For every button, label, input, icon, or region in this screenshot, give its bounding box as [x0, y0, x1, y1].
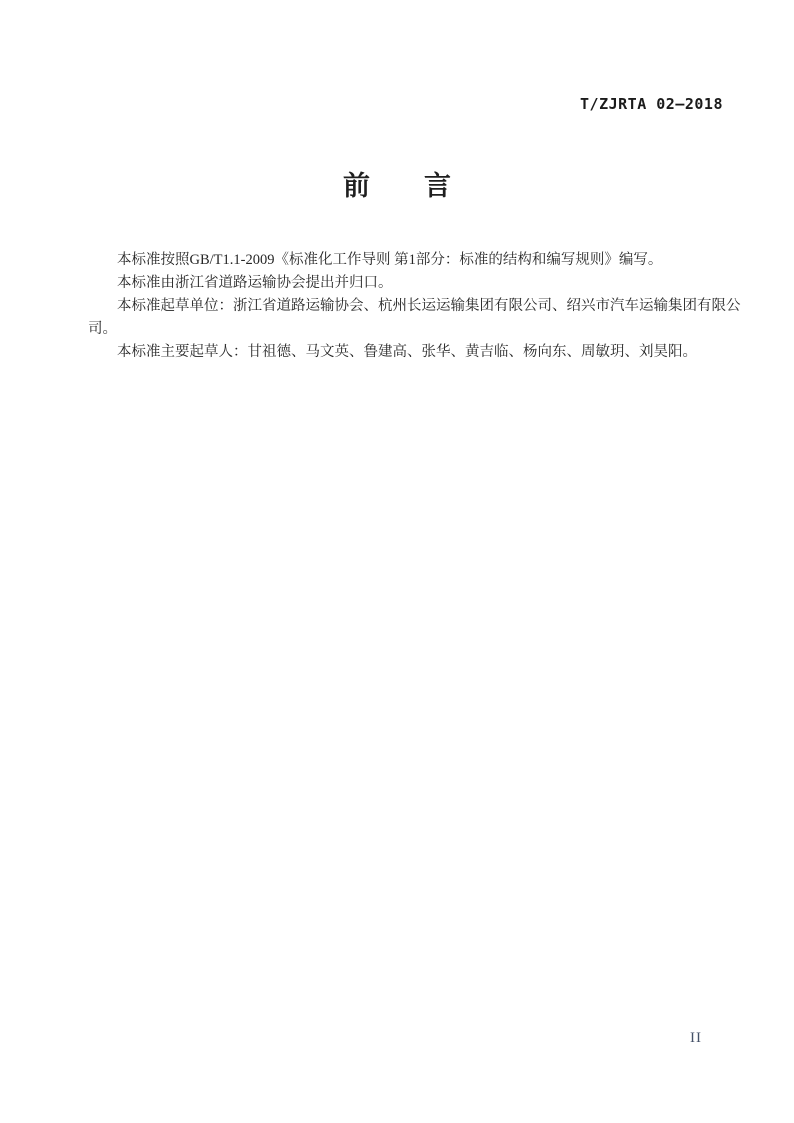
foreword-paragraph-proposer: 本标准由浙江省道路运输协会提出并归口。 — [117, 275, 393, 291]
standard-code: T/ZJRTA 02—2018 — [580, 95, 723, 113]
foreword-paragraph-scope: 本标准按照GB/T1.1-2009《标准化工作导则 第1部分：标准的结构和编写规则》编写。 — [117, 252, 663, 268]
page-number: II — [690, 1030, 702, 1046]
foreword-body — [88, 249, 741, 364]
page-title: 前 言 — [343, 171, 451, 201]
foreword-paragraph-drafters: 本标准主要起草人：甘祖德、马文英、鲁建高、张华、黄吉临、杨向东、周敏玥、刘昊阳。 — [117, 344, 697, 360]
foreword-paragraph-drafting-units: 本标准起草单位：浙江省道路运输协会、杭州长运运输集团有限公司、绍兴市汽车运输集团有限公司。 — [88, 298, 741, 337]
